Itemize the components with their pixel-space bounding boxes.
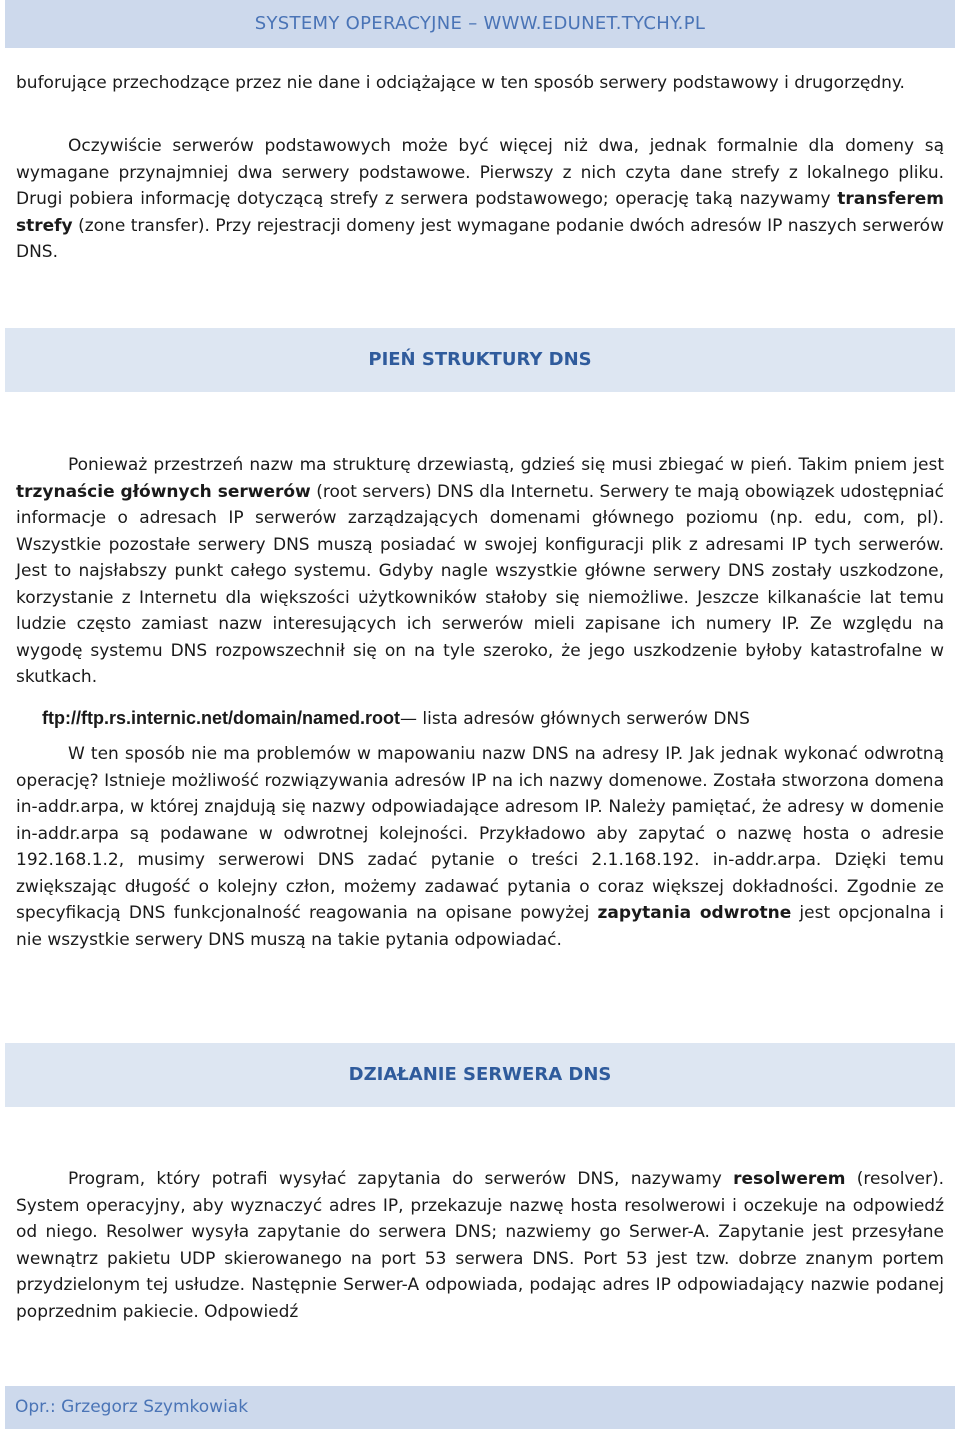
paragraph-root-servers — [16, 452, 944, 691]
ftp-description: — lista adresów głównych serwerów DNS — [400, 709, 750, 729]
term-root-servers: trzynaście głównych serwerów — [16, 481, 311, 502]
paragraph-text: buforujące przechodzące przez nie dane i odciążające w ten sposób serwery podstawowy i drugorzędny. — [16, 73, 905, 93]
paragraph-text: (root servers) DNS dla Internetu. Serwery te mają obowiązek udostępniać informacje o adresach IP serwerów zarządzających domenami głównego poziomu (np. edu, com, pl). Wszystkie pozostałe serwery DNS muszą posiadać w swojej konfiguracji plik z adresami IP tych serwerów. Jest to najsłabszy punkt całego systemu. Gdyby nagle wszystkie główne serwery DNS zostały uszkodzone, korzystanie z Internetu dla większości użytkowników stałoby się niemożliwe. Jeszcze kilkanaście lat temu ludzie często zamiast nazw interesujących ich serwerów mieli zapisane ich numery IP. Ze względu na wygodę systemu DNS rozpowszechnił się on na tyle szeroko, że jego uszkodzenie byłoby katastrofalne w skutkach. — [16, 481, 944, 687]
footer-author: Opr.: Grzegorz Szymkowiak — [15, 1397, 249, 1417]
paragraph-reverse-lookup — [16, 741, 944, 953]
ftp-reference — [42, 705, 750, 732]
section-heading-root — [5, 328, 955, 392]
term-resolver: resolwerem — [733, 1169, 846, 1189]
paragraph-text: W ten sposób nie ma problemów w mapowaniu nazw DNS na adresy IP. Jak jednak wykonać odwrotną operację? Istnieje możliwość rozwiązywania adresów IP na ich nazwy domenowe. Została stworzona domena in-addr.arpa, w której znajdują się nazwy odpowiadające adresom IP. Należy pamiętać, że adresy w domenie in-addr.arpa są podawane w odwrotnej kolejności. Przykładowo aby zapytać o nazwę hosta o adresie 192.168.1.2, musimy serwerowi DNS zadać pytanie o treści 2.1.168.192. in-addr.arpa. Dzięki temu zwiększając długość o kolejny człon, możemy zadawać pytania o coraz większej dokładności. Zgodnie ze specyfikacją DNS funkcjonalność reagowania na opisane powyżej — [16, 744, 944, 923]
section-title: PIEŃ STRUKTURY DNS — [368, 349, 592, 370]
paragraph-resolver — [16, 1166, 944, 1325]
page-footer — [5, 1386, 955, 1429]
paragraph-text: (resolver). System operacyjny, aby wyznaczyć adres IP, przekazuje nazwę hosta resolwerowi i oczekuje na odpowiedź od niego. Resolwer wysyła zapytanie do serwera DNS; nazwiemy go Serwer-A. Zapytanie jest przesyłane wewnątrz pakietu UDP skierowanego na port 53 serwera DNS. Port 53 jest tzw. dobrze znanym portem przydzielonym tej usłudze. Następnie Serwer-A odpowiada, podając adres IP odpowiadający nazwie podanej poprzednim pakiecie. Odpowiedź — [16, 1169, 945, 1322]
term-zone-transfer: transferem strefy — [16, 189, 944, 236]
header-title: SYSTEMY OPERACYJNE – WWW.EDUNET.TYCHY.PL — [254, 13, 706, 34]
paragraph-text: Program, który potrafi wysyłać zapytania do serwerów DNS, nazywamy — [68, 1169, 734, 1189]
paragraph-text: jest opcjonalna i nie wszystkie serwery DNS muszą na takie pytania odpowiadać. — [16, 903, 944, 950]
paragraph-primary-servers — [16, 133, 944, 266]
ftp-link[interactable]: ftp://ftp.rs.internic.net/domain/named.root — [42, 708, 401, 728]
page-header — [5, 0, 955, 48]
paragraph-text: Oczywiście serwerów podstawowych może być więcej niż dwa, jednak formalnie dla domeny są wymagane przynajmniej dwa serwery podstawowe. Pierwszy z nich czyta dane strefy z lokalnego pliku. Drugi pobiera informację dotyczącą strefy z serwera podstawowego; operację taką nazywamy — [16, 136, 944, 209]
paragraph-text: Ponieważ przestrzeń nazw ma strukturę drzewiastą, gdzieś się musi zbiegać w pień. Takim pniem jest — [68, 455, 944, 475]
paragraph-text: (zone transfer). Przy rejestracji domeny jest wymagane podanie dwóch adresów IP naszych serwerów DNS. — [16, 215, 944, 262]
section-title: DZIAŁANIE SERWERA DNS — [348, 1064, 612, 1085]
term-reverse-queries: zapytania odwrotne — [597, 903, 792, 923]
paragraph-intro — [16, 70, 944, 97]
section-heading-dns-operation — [5, 1043, 955, 1107]
